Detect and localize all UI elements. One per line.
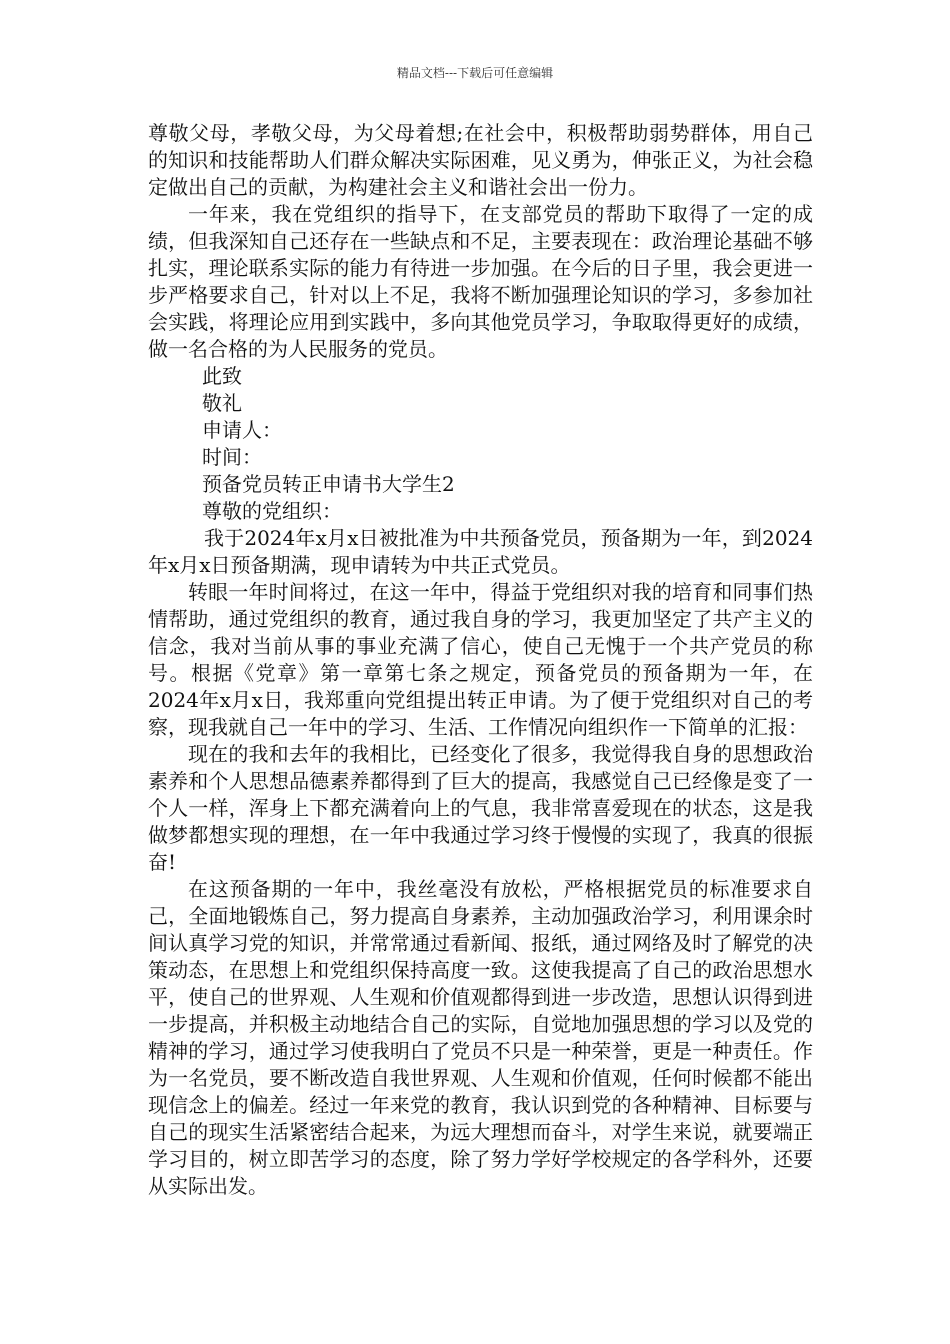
signature-date: 时间： bbox=[202, 445, 262, 469]
section-title: 预备党员转正申请书大学生2 bbox=[202, 472, 455, 496]
paragraph-study: 在这预备期的一年中，我丝毫没有放松，严格根据党员的标准要求自己，全面地锻炼自己，努力提高自身素养，主动加强政治学习，利用课余时间认真学习党的知识，并常常通过看新闻、报纸，通过网络及时了解党的决策动态，在思想上和党组织保持高度一致。这使我提高了自己的政治思想水平，使自己的世界观、人生观和价值观都得到进一步改造，思想认识得到进一步提高，并积极主动地结合自己的实际，自觉地加强思想的学习以及党的精神的学习，通过学习使我明白了党员不只是一种荣誉，更是一种责任。作为一名党员，要不断改造自我世界观、人生观和价值观，任何时候都不能出现信念上的偏差。经过一年来党的教育，我认识到党的各种精神、目标要与自己的现实生活紧密结合起来，为远大理想而奋斗，对学生来说，就要端正学习目的，树立即苦学习的态度，除了努力学好学校规定的各学科外，还要从实际出发。 bbox=[148, 877, 813, 1198]
closing-jingli: 敬礼 bbox=[202, 391, 242, 415]
document-body bbox=[148, 120, 813, 1200]
paragraph-intro: 我于2024年x月x日被批准为中共预备党员，预备期为一年，到2024年x月x日预备期满，现申请转为中共正式党员。 bbox=[148, 526, 813, 577]
paragraph-continuation: 尊敬父母，孝敬父母，为父母着想;在社会中，积极帮助弱势群体，用自己的知识和技能帮助人们群众解决实际困难，见义勇为，伸张正义，为社会稳定做出自己的贡献，为构建社会主义和谐社会出一份力。 bbox=[148, 121, 813, 199]
paragraph-change: 现在的我和去年的我相比，已经变化了很多，我觉得我自身的思想政治素养和个人思想品德素养都得到了巨大的提高，我感觉自己已经像是变了一个人一样，浑身上下都充满着向上的气息，我非常喜爱现在的状态，这是我做梦都想实现的理想，在一年中我通过学习终于慢慢的实现了，我真的很振奋! bbox=[148, 742, 813, 874]
closing-cizhi: 此致 bbox=[202, 364, 242, 388]
page-header: 精品文档---下载后可任意编辑 bbox=[396, 66, 554, 80]
salutation: 尊敬的党组织： bbox=[202, 499, 342, 523]
paragraph-report: 转眼一年时间将过，在这一年中，得益于党组织对我的培育和同事们热情帮助，通过党组织的教育，通过我自身的学习，我更加坚定了共产主义的信念，我对当前从事的事业充满了信心，使自己无愧于一个共产党员的称号。根据《党章》第一章第七条之规定，预备党员的预备期为一年，在2024年x月x日，我郑重向党组提出转正申请。为了便于党组织对自己的考察，现我就自己一年中的学习、生活、工作情况向组织作一下简单的汇报： bbox=[148, 580, 813, 739]
signature-applicant: 申请人： bbox=[202, 418, 282, 442]
paragraph-summary: 一年来，我在党组织的指导下，在支部党员的帮助下取得了一定的成绩，但我深知自己还存在一些缺点和不足，主要表现在：政治理论基础不够扎实，理论联系实际的能力有待进一步加强。在今后的日子里，我会更进一步严格要求自己，针对以上不足，我将不断加强理论知识的学习，多参加社会实践，将理论应用到实践中，多向其他党员学习，争取取得更好的成绩，做一名合格的为人民服务的党员。 bbox=[148, 202, 813, 361]
